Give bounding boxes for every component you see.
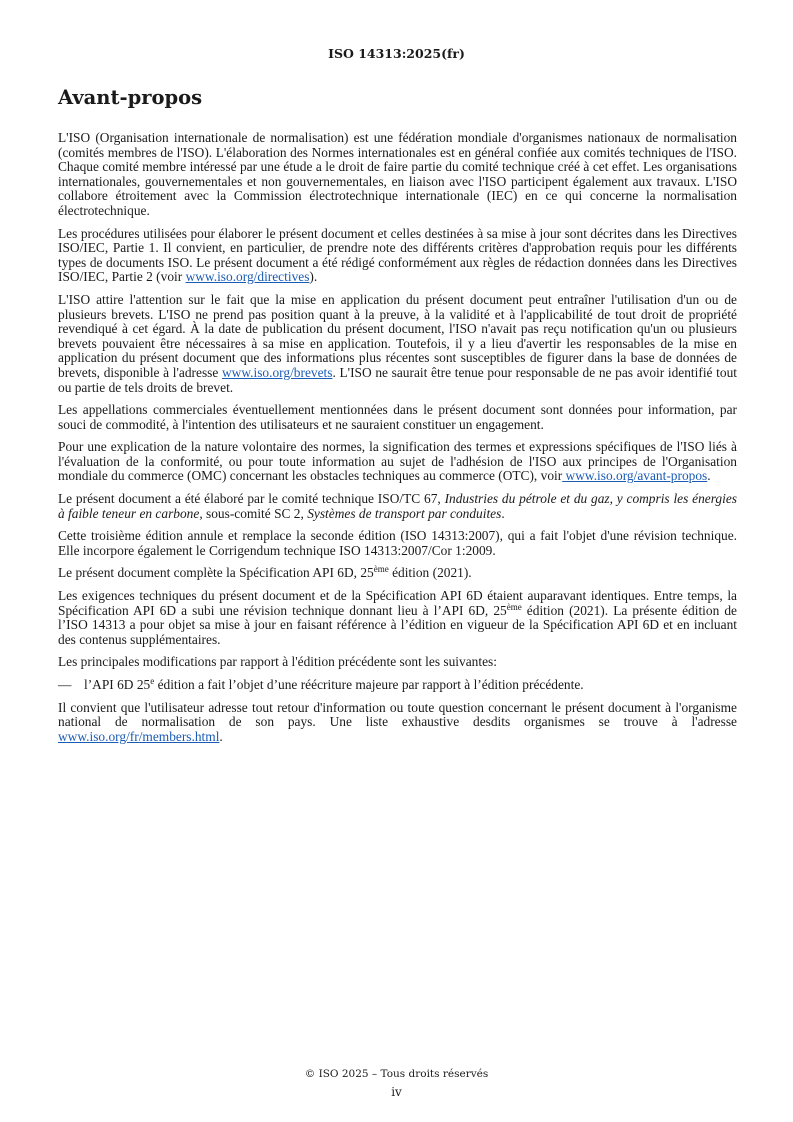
directives-link[interactable]: www.iso.org/directives — [185, 269, 310, 285]
list-text-end: édition a fait l’objet d’une réécriture majeure par rapport à l’édition précédente. — [154, 677, 584, 692]
paragraph-iso-organisation: L'ISO (Organisation internationale de normalisation) est une fédération mondiale d'organismes nationaux de normalisation (comités membres de l'ISO). L'élaboration des Normes internationales est en général confiée aux comités techniques de l'ISO. Chaque comité membre intéressé par une étude a le droit de faire partie du comité technique créé à cet effet. Les organisations internationales, gouvernementales et non gouvernementales, en liaison avec l'ISO participent également aux travaux. L'ISO collabore étroitement avec la Commission électrotechnique internationale (IEC) en ce qui concerne la normalisation électrotechnique. — [58, 130, 737, 218]
paragraph-text-end: édition (2021). La présente édition de l’ISO 14313 a pour objet sa mise à jour en faisant référence à l’édition en vigueur de la Spécification API 6D et en incluant des contenus supplémentaires. — [58, 602, 738, 647]
paragraph-procedures — [58, 227, 737, 285]
foreword-content — [58, 86, 737, 752]
paragraph-text-end: . L'ISO ne saurait être tenue pour responsable de ne pas avoir identifié tout ou partie de tels droits de brevet. — [58, 364, 738, 395]
committee-title: Industries du pétrole et du gaz, y compris les énergies à faible teneur en carbone — [58, 491, 737, 521]
paragraph-edition: Cette troisième édition annule et remplace la seconde édition (ISO 14313:2007), qui a fait l'objet d'une révision technique. Elle incorpore également le Corrigendum technique ISO 14313:2007/Cor 1:2009. — [58, 528, 737, 558]
paragraph-api-complement — [58, 566, 737, 581]
paragraph-text-end: . — [707, 468, 711, 484]
paragraph-changes-intro: Les principales modifications par rapport à l'édition précédente sont les suivantes: — [58, 654, 497, 670]
paragraph-text-end: édition (2021). — [388, 565, 472, 581]
paragraph-text: Il convient que l'utilisateur adresse tout retour d'information ou toute question concernant le présent document à l'organisme national de normalisation de son pays. Une liste exhaustive desdits organismes se trouve à l'adresse — [58, 699, 737, 730]
members-link[interactable]: www.iso.org/fr/members.html — [58, 728, 220, 744]
list-text: l’API 6D 25 — [84, 677, 151, 692]
paragraph-text: Le présent document complète la Spécification API 6D, 25 — [58, 565, 374, 581]
paragraph-text-end: ). — [309, 269, 318, 285]
paragraph-text: Les procédures utilisées pour élaborer le présent document et celles destinées à sa mise à jour sont décrites dans les Directives ISO/IEC, Partie 1. Il convient, en particulier, de prendre note des différents critères d'approbation requis pour les différents types de documents ISO. Le présent document a été rédigé conformément aux règles de rédaction données dans les Directives ISO/IEC, Partie 2 (voir — [58, 225, 737, 285]
paragraph-trade-names: Les appellations commerciales éventuellement mentionnées dans le présent document sont données pour information, par souci de commodité, à l'intention des utilisateurs et ne sauraient constituer un engagement. — [58, 402, 737, 432]
paragraph-text-end: . — [219, 728, 223, 744]
paragraph-text: Les exigences techniques du présent document et de la Spécification API 6D étaient auparavant identiques. Entre temps, la Spécification API 6D a subi une révision technique donnant lieu à l’API 6D, 25 — [58, 588, 737, 618]
paragraph-api-requirements — [58, 589, 737, 647]
list-item — [58, 678, 737, 693]
paragraph-voluntary-nature — [58, 440, 737, 484]
page-title: Avant-propos — [58, 86, 203, 109]
document-id-header: ISO 14313:2025(fr) — [328, 46, 465, 61]
paragraph-text: , sous-comité SC 2, — [199, 505, 308, 521]
paragraph-text: Le présent document a été élaboré par le comité technique ISO/TC 67, — [58, 491, 445, 507]
subcommittee-title: Systèmes de transport par conduites — [307, 505, 502, 521]
paragraph-patents — [58, 293, 737, 395]
paragraph-text-end: . — [501, 505, 505, 521]
paragraph-text: L'ISO attire l'attention sur le fait que la mise en application du présent document peut entraîner l'utilisation d'un ou de plusieurs brevets. L'ISO ne prend pas position quant à la preuve, à la validité et à l'applicabilité de tout droit de propriété revendiqué à cet égard. À la date de publication du présent document, l'ISO n'avait pas reçu notification qu'un ou plusieurs brevets pouvaient être nécessaires à sa mise en application. Toutefois, il y a lieu d'avertir les responsables de la mise en application du présent document que des informations plus récentes sont susceptibles de figurer dans la base de données de brevets, disponible à l'adresse — [58, 291, 737, 380]
list-item-text — [84, 678, 584, 693]
superscript: ème — [373, 564, 389, 575]
copyright-footer: © ISO 2025 – Tous droits réservés — [304, 1068, 489, 1080]
superscript: e — [150, 676, 155, 686]
superscript: ème — [506, 601, 522, 612]
paragraph-text: Pour une explication de la nature volontaire des normes, la signification des termes et expressions spécifiques de l'ISO liés à l'évaluation de la conformité, ou pour toute information au sujet de l'adhésion de l'ISO aux principes de l'Organisation mondiale du commerce (OMC) concernant les obstacles techniques au commerce (OTC), voir — [58, 439, 737, 484]
patents-link[interactable]: www.iso.org/brevets — [222, 364, 333, 380]
paragraph-committee — [58, 492, 737, 521]
foreword-link[interactable]: www.iso.org/avant-propos — [562, 468, 708, 484]
paragraph-feedback — [58, 701, 737, 745]
page-number: iv — [391, 1085, 402, 1099]
dash-marker: — — [58, 677, 72, 692]
